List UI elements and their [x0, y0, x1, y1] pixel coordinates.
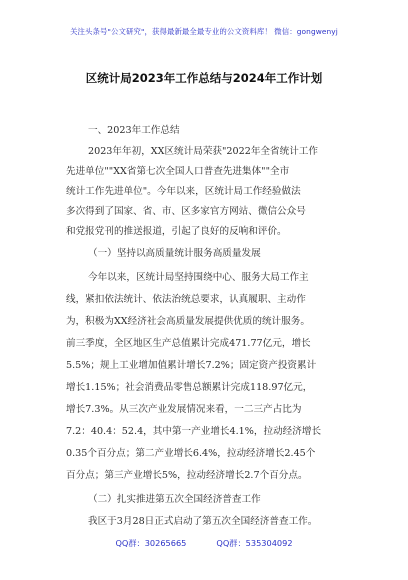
- doc-line: 线，紧扣依法统计、依法治统总要求，认真履职、主动作: [66, 294, 306, 305]
- doc-line-subheading: （二）扎实推进第五次全国经济普查工作: [88, 494, 261, 505]
- doc-line: 2023年年初，XX区统计局荣获"2022年全省统计工作: [88, 146, 318, 157]
- doc-line: 和党报党刊的推送报道，引起了良好的反响和评价。: [66, 226, 287, 237]
- doc-line-section-heading: 一、2023年工作总结: [88, 125, 180, 136]
- doc-line: 今年以来，区统计局坚持围绕中心、服务大局工作主: [88, 272, 309, 283]
- doc-line: 我区于3月28日正式启动了第五次全国经济普查工作。: [88, 516, 318, 527]
- footer-qq-groups: [0, 538, 408, 549]
- doc-line: 7.2：40.4：52.4，其中第一产业增长4.1%，拉动经济增长: [66, 426, 322, 437]
- doc-line: 增长1.15%；社会消费品零售总额累计完成118.97亿元，: [66, 382, 313, 393]
- footer-qq-group-1: QQ群：30265665: [115, 538, 187, 548]
- doc-line: 5.5%；规上工业增加值累计增长7.2%；固定资产投资累计: [66, 360, 317, 371]
- header-banner: 关注头条号"公文研究"，获得最新最全最专业的公文资料库！ 微信：gongwenyj: [70, 27, 338, 36]
- footer-qq-group-2: QQ群：535304092: [216, 538, 293, 548]
- doc-line: 增长7.3%。从三次产业发展情况来看，一二三产占比为: [66, 404, 302, 415]
- document-title: 区统计局2023年工作总结与2024年工作计划: [85, 71, 323, 85]
- doc-line: 为，积极为XX经济社会高质量发展提供优质的统计服务。: [66, 316, 310, 327]
- doc-line: 百分点；第三产业增长5%，拉动经济增长2.7个百分点。: [66, 470, 308, 481]
- doc-line: 前三季度，全区地区生产总值累计完成471.77亿元，增长: [66, 338, 311, 349]
- doc-line: 先进单位""XX省第七次全国人口普查先进集体""全市: [66, 166, 290, 177]
- doc-line: 统计工作先进单位"。今年以来，区统计局工作经验做法: [66, 186, 301, 197]
- doc-line-subheading: （一）坚持以高质量统计服务高质量发展: [88, 248, 261, 259]
- doc-line: 多次得到了国家、省、市、区多家官方网站、微信公众号: [66, 206, 306, 217]
- doc-line: 0.35个百分点；第二产业增长6.4%，拉动经济增长2.45个: [66, 448, 316, 459]
